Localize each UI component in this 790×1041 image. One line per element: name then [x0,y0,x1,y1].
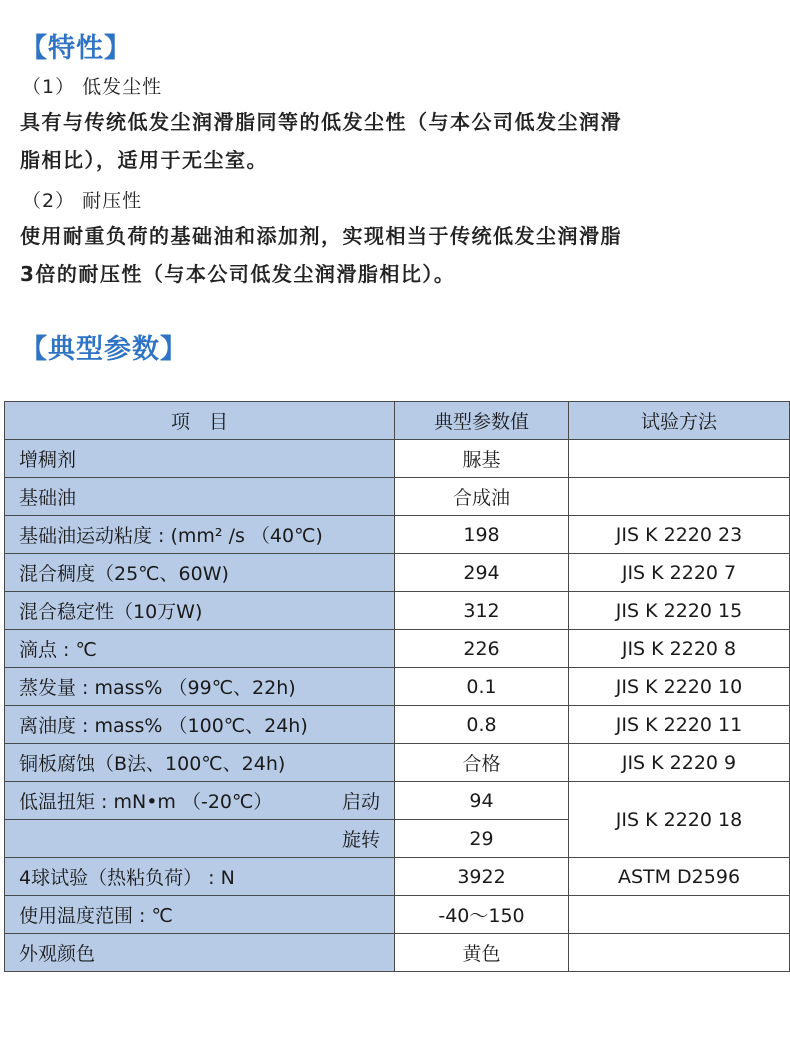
table-row [5,440,790,478]
cell-value: 312 [395,592,569,630]
header-value: 典型参数值 [395,402,569,440]
cell-item: 铜板腐蚀（B法、100℃、24h) [5,744,395,782]
table-row [5,554,790,592]
cell-item: 滴点 : ℃ [5,630,395,668]
feature2-line: 使用耐重负荷的基础油和添加剂，实现相当于传统低发尘润滑脂 [20,224,622,248]
torque-start-label: 启动 [341,791,380,813]
cell-method: JIS K 2220 9 [569,744,790,782]
feature1-line: 具有与传统低发尘润滑脂同等的低发尘性（与本公司低发尘润滑 [20,110,622,134]
cell-value: 0.1 [395,668,569,706]
cell-item: 外观颜色 [5,934,395,972]
cell-item: 蒸发量 : mass% （99℃、22h) [5,668,395,706]
torque-rotate-label: 旋转 [5,820,395,858]
feature1-text [20,103,760,179]
cell-value: 294 [395,554,569,592]
table-header-row [5,402,790,440]
table-row [5,896,790,934]
table-row [5,478,790,516]
cell-method: JIS K 2220 7 [569,554,790,592]
cell-method: JIS K 2220 8 [569,630,790,668]
table-row [5,592,790,630]
table-row [5,668,790,706]
cell-item: 混合稳定性（10万W) [5,592,395,630]
cell-method: JIS K 2220 23 [569,516,790,554]
cell-value: 29 [395,820,569,858]
cell-method: ASTM D2596 [569,858,790,896]
cell-value: 0.8 [395,706,569,744]
header-method: 试验方法 [569,402,790,440]
header-item: 项 目 [5,402,395,440]
cell-value: -40～150 [395,896,569,934]
table-row-torque-start [5,782,790,820]
cell-method [569,934,790,972]
torque-label: 低温扭矩 : mN•m （-20℃） [19,791,273,813]
table-row [5,516,790,554]
cell-value: 94 [395,782,569,820]
cell-value: 脲基 [395,440,569,478]
cell-item: 增稠剂 [5,440,395,478]
cell-method: JIS K 2220 15 [569,592,790,630]
cell-item: 离油度 : mass% （100℃、24h) [5,706,395,744]
table-row [5,858,790,896]
cell-value: 3922 [395,858,569,896]
params-title: 【典型参数】 [20,334,188,365]
cell-method [569,478,790,516]
cell-method: JIS K 2220 11 [569,706,790,744]
cell-value: 合成油 [395,478,569,516]
feature2-text [20,217,760,293]
cell-method [569,896,790,934]
feature2-heading: （2） 耐压性 [22,190,143,212]
cell-item: 4球试验（热粘负荷） : N [5,858,395,896]
params-table [4,401,790,972]
cell-item-torque [5,782,395,820]
feature1-heading: （1） 低发尘性 [22,76,163,98]
table-row [5,744,790,782]
cell-method: JIS K 2220 18 [569,782,790,858]
feature1-line: 脂相比），适用于无尘室。 [20,148,268,172]
cell-item: 混合稠度（25℃、60W) [5,554,395,592]
cell-value: 226 [395,630,569,668]
table-row [5,706,790,744]
cell-item: 基础油运动粘度 : (mm² /s （40℃) [5,516,395,554]
cell-value: 合格 [395,744,569,782]
cell-item: 使用温度范围 : ℃ [5,896,395,934]
features-title: 【特性】 [20,33,132,64]
cell-item: 基础油 [5,478,395,516]
feature2-line: 3倍的耐压性（与本公司低发尘润滑脂相比）。 [20,262,456,286]
table-row [5,934,790,972]
cell-value: 198 [395,516,569,554]
cell-value: 黄色 [395,934,569,972]
cell-method [569,440,790,478]
cell-method: JIS K 2220 10 [569,668,790,706]
table-row [5,630,790,668]
